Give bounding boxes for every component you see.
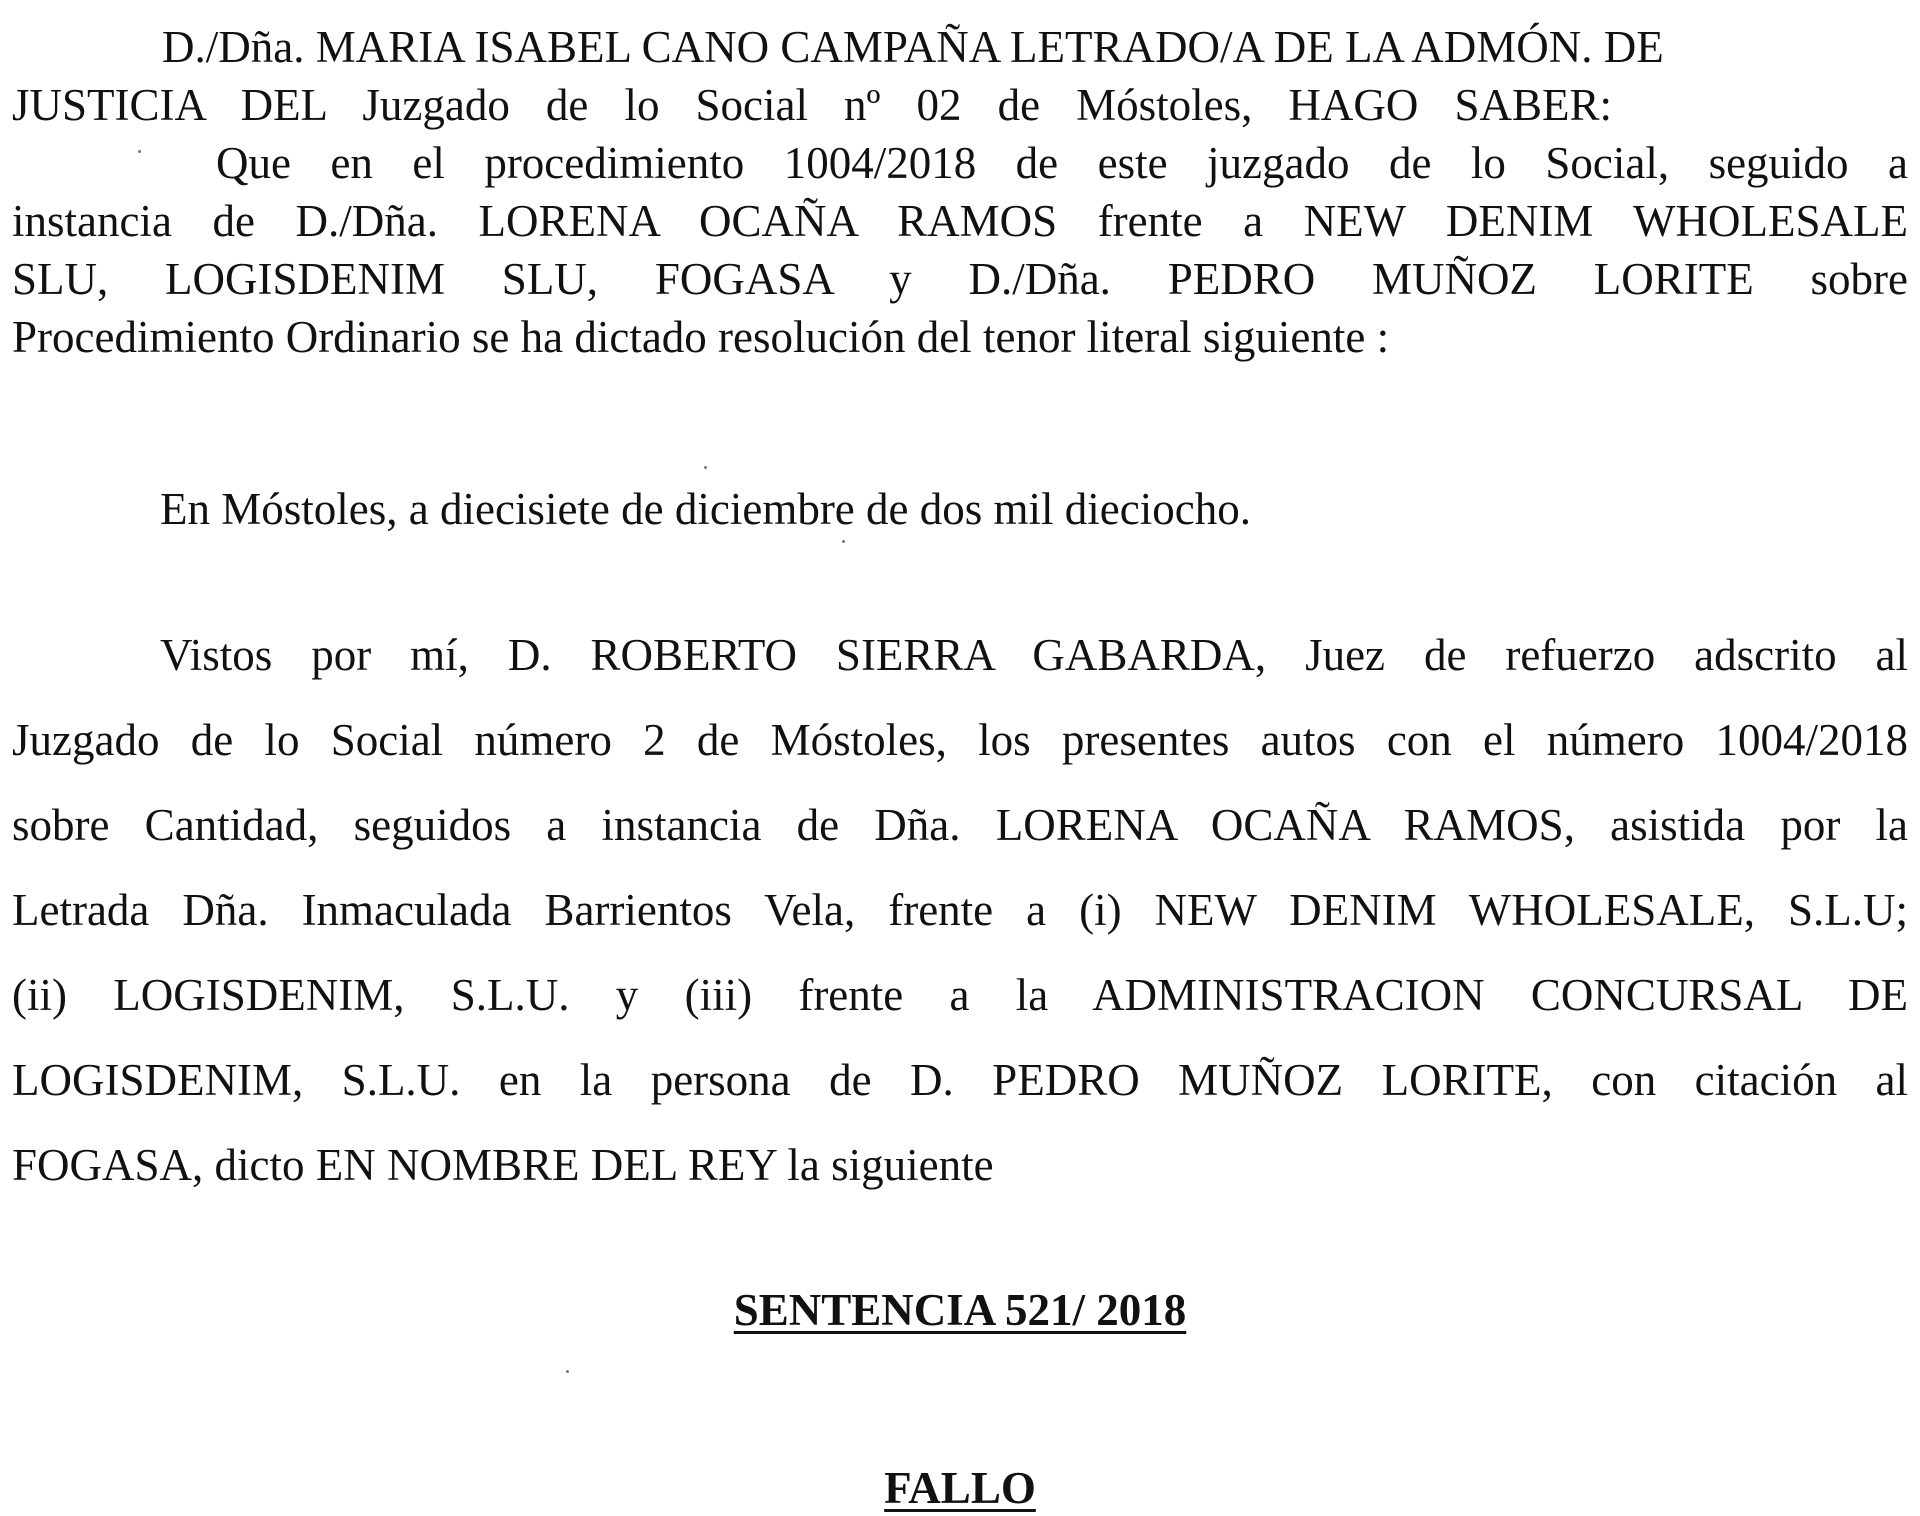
scan-speck bbox=[704, 466, 707, 469]
scan-speck bbox=[138, 150, 141, 153]
header-line-2: JUSTICIA DEL Juzgado de lo Social nº 02 de Móstoles, HAGO SABER: bbox=[12, 80, 1612, 130]
fallo-heading bbox=[0, 1460, 1920, 1516]
body-line-2: Juzgado de lo Social número 2 de Móstoles, los presentes autos con el número 1004/2018 bbox=[12, 715, 1908, 765]
header-line-5: SLU, LOGISDENIM SLU, FOGASA y D./Dña. PEDRO MUÑOZ LORITE sobre bbox=[12, 254, 1908, 304]
body-line-5: (ii) LOGISDENIM, S.L.U. y (iii) frente a la ADMINISTRACION CONCURSAL DE bbox=[12, 970, 1908, 1020]
scan-speck bbox=[842, 540, 845, 543]
scan-speck bbox=[566, 1370, 569, 1373]
sentencia-heading bbox=[0, 1282, 1920, 1338]
body-line-4: Letrada Dña. Inmaculada Barrientos Vela, frente a (i) NEW DENIM WHOLESALE, S.L.U; bbox=[12, 885, 1908, 935]
body-line-7: FOGASA, dicto EN NOMBRE DEL REY la siguiente bbox=[12, 1140, 994, 1190]
body-line-1: Vistos por mí, D. ROBERTO SIERRA GABARDA, Juez de refuerzo adscrito al bbox=[160, 630, 1908, 680]
header-line-1: D./Dña. MARIA ISABEL CANO CAMPAÑA LETRADO/A DE LA ADMÓN. DE bbox=[162, 22, 1664, 72]
header-line-3: Que en el procedimiento 1004/2018 de este juzgado de lo Social, seguido a bbox=[216, 138, 1908, 188]
header-line-4: instancia de D./Dña. LORENA OCAÑA RAMOS frente a NEW DENIM WHOLESALE bbox=[12, 196, 1908, 246]
header-line-6: Procedimiento Ordinario se ha dictado resolución del tenor literal siguiente : bbox=[12, 312, 1390, 362]
date-line: En Móstoles, a diecisiete de diciembre de dos mil dieciocho. bbox=[160, 484, 1251, 534]
body-line-6: LOGISDENIM, S.L.U. en la persona de D. PEDRO MUÑOZ LORITE, con citación al bbox=[12, 1055, 1908, 1105]
fallo-heading-text: FALLO bbox=[884, 1463, 1036, 1513]
body-line-3: sobre Cantidad, seguidos a instancia de Dña. LORENA OCAÑA RAMOS, asistida por la bbox=[12, 800, 1908, 850]
sentencia-heading-text: SENTENCIA 521/ 2018 bbox=[733, 1285, 1187, 1335]
